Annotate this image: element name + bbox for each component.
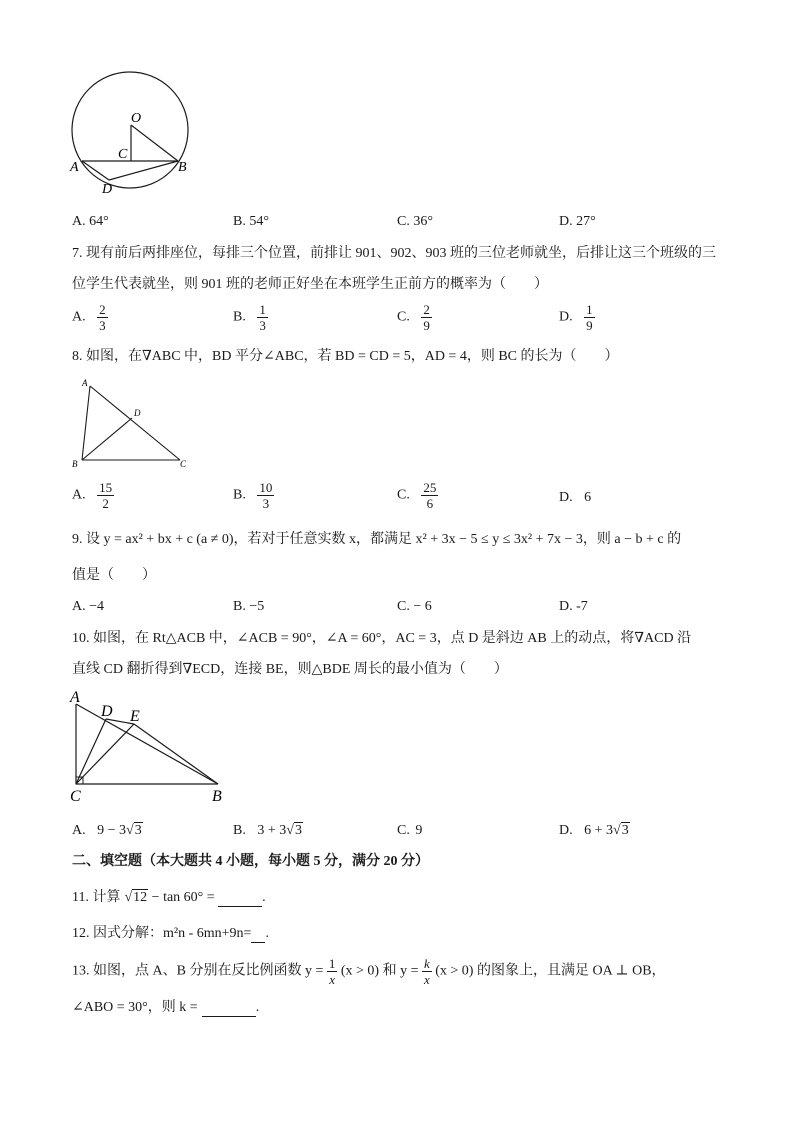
q7-option-b[interactable] [233, 302, 268, 333]
option-label: D. [559, 309, 573, 325]
q9-option-b[interactable]: B. −5 [233, 599, 265, 614]
label-a: A [70, 689, 80, 706]
option-label: D. [559, 823, 573, 838]
segment-cd [76, 719, 106, 784]
q9-option-a[interactable]: A. −4 [72, 599, 105, 614]
fraction: $\frac{1}{3}$ [259, 302, 266, 333]
label-b: B [212, 788, 222, 805]
section-heading: 二、填空题（本大题共 4 小题，每小题 5 分，满分 20 分） [72, 854, 429, 869]
radicand: 3 [294, 823, 302, 838]
label-d: D [102, 182, 113, 197]
segment-bd [82, 418, 132, 460]
q11-text [72, 889, 266, 907]
q10-option-a[interactable] [72, 822, 143, 840]
q8-text-line1: 8. 如图，在∇ABC 中，BD 平分∠ABC，若 BD = CD = 5，AD = 4，则 BC 的长为（ ） [72, 349, 619, 364]
segment-ob [131, 125, 178, 161]
option-expression: 9 [415, 823, 423, 838]
q10-option-c[interactable] [397, 822, 422, 840]
fraction: $\frac{2}{9}$ [423, 302, 430, 333]
q9-text-line1: 9. 设 y = ax² + bx + c (a ≠ 0)，若对于任意实数 x，都满足 x² + 3x − 5 ≤ y ≤ 3x² + 7x − 3，则 a − b + c 的 [72, 532, 682, 547]
q10-text-line2: 直线 CD 翻折得到∇ECD，连接 BE，则△BDE 周长的最小值为（ ） [72, 662, 508, 677]
q6-option-c[interactable]: C. 36° [397, 214, 433, 229]
label-o: O [131, 111, 142, 126]
segment-eb [134, 724, 218, 784]
fraction-k-over-x: $\frac{k}{x}$ [423, 956, 430, 987]
q9-option-d[interactable]: D. -7 [559, 599, 588, 614]
fraction-1-over-x: $\frac{1}{x}$ [328, 956, 336, 987]
q11-suffix: − tan 60° = [148, 890, 219, 905]
q8-option-a[interactable] [72, 480, 114, 511]
sqrt-symbol: √ [286, 823, 294, 838]
q8-option-d[interactable] [559, 489, 591, 507]
q7-text-line2: 位学生代表就坐，则 901 班的老师正好坐在本班学生正前方的概率为（ ） [72, 277, 548, 292]
q13-text-b: (x > 0) 和 y = [340, 963, 419, 979]
q10-text-line1: 10. 如图，在 Rt△ACB 中，∠ACB = 90°，∠A = 60°，AC = 3，点 D 是斜边 AB 上的动点，将∇ACD 沿 [72, 631, 692, 646]
label-b: B [178, 160, 187, 175]
option-label: A. [72, 309, 86, 325]
option-label: A. [72, 487, 86, 503]
fraction: $\frac{15}{2}$ [99, 480, 113, 511]
q13-text-line2: ∠ABO = 30°，则 k = [72, 1000, 198, 1015]
q7-text-line1: 7. 现有前后两排座位，每排三个位置，前排让 901、902、903 班的三位老师就坐，后排让这三个班级的三 [72, 246, 716, 261]
q6-option-b[interactable]: B. 54° [233, 214, 269, 229]
label-c: C [180, 459, 187, 469]
sqrt-symbol: √ [613, 823, 621, 838]
label-d: D [134, 408, 141, 418]
q8-option-c[interactable] [397, 480, 438, 511]
q11-prefix: 11. 计算 [72, 890, 121, 905]
q12-question: 12. 因式分解：m²n - 6mn+9n= [72, 926, 252, 941]
q7-option-c[interactable] [397, 302, 432, 333]
label-c: C [70, 788, 81, 805]
q13-end: . [255, 1000, 260, 1015]
side-ab [82, 386, 90, 460]
option-label: D. [559, 490, 573, 505]
q13-text-a: 13. 如图，点 A、B 分别在反比例函数 y = [72, 963, 324, 979]
option-label: C. [397, 823, 410, 838]
option-label: C. [397, 487, 410, 503]
option-expression: 9 − 3 [97, 823, 127, 838]
q12-end: . [265, 926, 269, 941]
q10-option-d[interactable] [559, 822, 630, 840]
label-a: A [82, 378, 88, 388]
sqrt-symbol: √ [126, 823, 134, 838]
option-label: C. [397, 309, 410, 325]
fraction: $\frac{10}{3}$ [259, 480, 273, 511]
label-e: E [130, 708, 140, 725]
option-label: A. [72, 823, 86, 838]
radicand: 12 [133, 890, 148, 905]
side-ab [76, 704, 218, 784]
q13-line1 [72, 956, 666, 987]
answer-blank[interactable] [202, 1002, 256, 1017]
circle-figure [60, 60, 200, 205]
option-expression: 6 + 3 [584, 823, 614, 838]
fraction: $\frac{1}{9}$ [586, 302, 593, 333]
answer-blank[interactable] [218, 892, 262, 907]
q11-end: . [262, 890, 266, 905]
q6-option-d[interactable]: D. 27° [559, 214, 596, 229]
q12-text [72, 925, 269, 943]
radicand: 3 [134, 823, 142, 838]
right-triangle-figure [66, 684, 236, 806]
radicand: 3 [621, 823, 629, 838]
q9-text-line2: 值是（ ） [72, 568, 156, 583]
q13-text-c: (x > 0) 的图象上，且满足 OA ⊥ OB， [435, 963, 666, 979]
segment-db [109, 161, 178, 180]
q10-option-b[interactable] [233, 822, 303, 840]
label-b: B [72, 459, 78, 469]
label-c: C [118, 147, 128, 162]
option-label: B. [233, 487, 246, 503]
triangle-abc-figure [70, 374, 200, 474]
option-value: 6 [584, 490, 592, 505]
label-a: A [70, 160, 79, 175]
segment-ce [76, 724, 134, 784]
q8-option-b[interactable] [233, 480, 274, 511]
side-ac [90, 386, 180, 460]
q13-line2 [72, 999, 259, 1017]
sqrt-symbol: √ [124, 890, 133, 905]
answer-blank[interactable] [251, 928, 265, 943]
q9-option-c[interactable]: C. − 6 [397, 599, 432, 614]
fraction: $\frac{25}{6}$ [423, 480, 437, 511]
label-d: D [101, 703, 113, 720]
circle-outline [72, 72, 188, 188]
q7-option-d[interactable] [559, 302, 595, 333]
option-label: B. [233, 309, 246, 325]
q7-option-a[interactable] [72, 302, 108, 333]
option-label: B. [233, 823, 246, 838]
fraction: $\frac{2}{3}$ [99, 302, 106, 333]
q6-option-a[interactable]: A. 64° [72, 214, 109, 229]
option-expression: 3 + 3 [257, 823, 287, 838]
